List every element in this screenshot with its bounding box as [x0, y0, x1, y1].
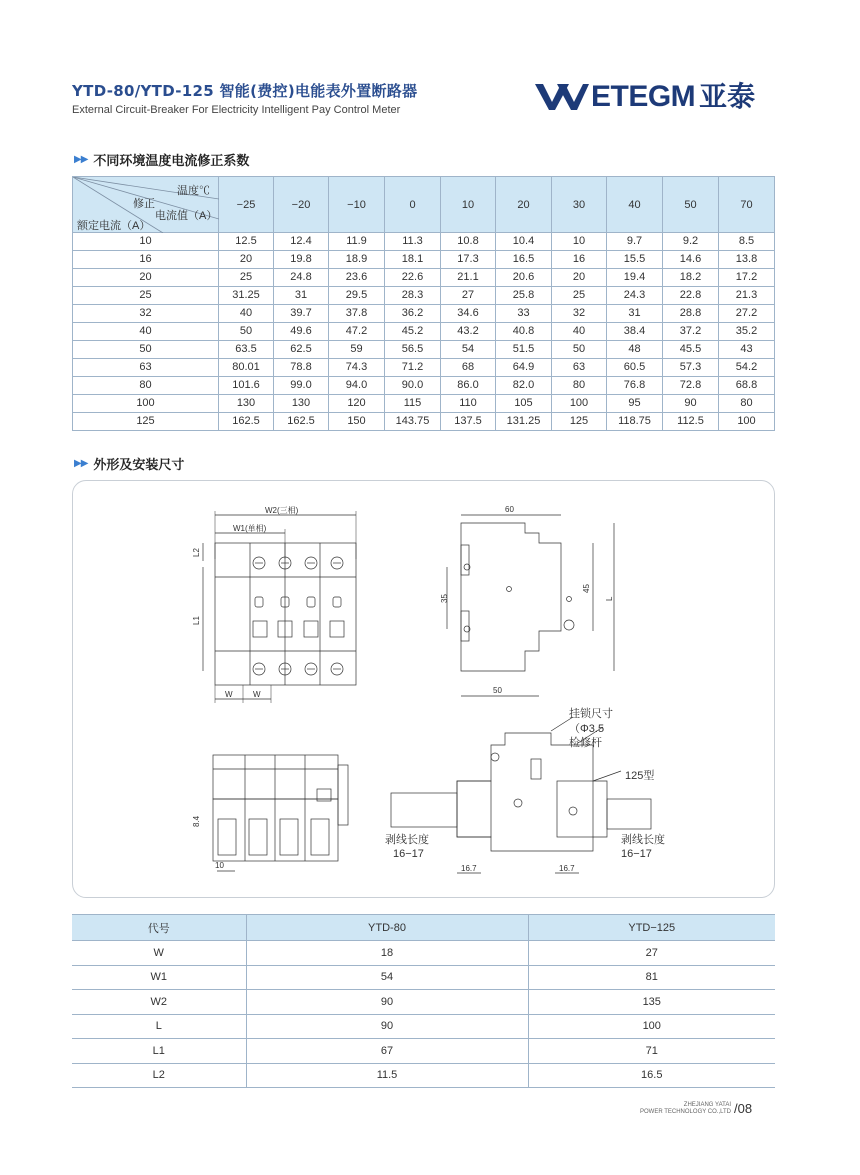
coef-table-row — [73, 251, 775, 269]
coef-value-cell: 60.5 — [607, 359, 663, 377]
coef-table-row — [73, 377, 775, 395]
coef-table-body — [73, 233, 775, 431]
coef-value-cell: 64.9 — [496, 359, 552, 377]
coef-value-cell: 23.6 — [329, 269, 385, 287]
coef-table-row — [73, 341, 775, 359]
coef-value-cell: 25.8 — [496, 287, 552, 305]
dim-value-cell: 90 — [246, 1014, 528, 1039]
section-heading-dimensions-text: 外形及安装尺寸 — [93, 458, 185, 473]
footer-company-line1: ZHEJIANG YATAI — [683, 1102, 732, 1108]
coef-value-cell: 63.5 — [219, 341, 274, 359]
dim-table-row — [72, 965, 775, 990]
dim-code-cell: W — [72, 941, 246, 966]
corner-correction-label: 修正 — [133, 198, 155, 210]
front-view-drawing — [192, 505, 356, 703]
page-number: /08 — [734, 1101, 753, 1116]
coef-value-cell: 13.8 — [719, 251, 775, 269]
coef-value-cell: 100 — [552, 395, 607, 413]
rated-current-cell: 125 — [73, 413, 219, 431]
coef-corner-cell — [73, 177, 219, 233]
dim-value-cell: 54 — [246, 965, 528, 990]
dim-table-row — [72, 1014, 775, 1039]
coef-value-cell: 20.6 — [496, 269, 552, 287]
label-lock-size: 挂锁尺寸 — [569, 708, 613, 720]
coef-value-cell: 82.0 — [496, 377, 552, 395]
temp-header: 10 — [441, 177, 496, 233]
dim-table-row — [72, 941, 775, 966]
coef-value-cell: 137.5 — [441, 413, 496, 431]
dim-table-row — [72, 990, 775, 1015]
coef-value-cell: 125 — [552, 413, 607, 431]
coef-value-cell: 71.2 — [385, 359, 441, 377]
coef-header-row — [73, 177, 775, 233]
dim-code-cell: L1 — [72, 1039, 246, 1064]
dim-value-cell: 90 — [246, 990, 528, 1015]
dimensions-table — [72, 914, 775, 1088]
rated-current-cell: 32 — [73, 305, 219, 323]
terminal-screws-top — [253, 557, 343, 569]
label-lock-phi: （Φ3.5 — [569, 723, 605, 735]
dim-header-row — [72, 915, 775, 941]
coef-value-cell: 31 — [607, 305, 663, 323]
coef-value-cell: 17.3 — [441, 251, 496, 269]
label-l1: L1 — [192, 616, 201, 625]
coef-value-cell: 19.8 — [274, 251, 329, 269]
terminal-view-drawing — [192, 755, 348, 871]
coef-value-cell: 101.6 — [219, 377, 274, 395]
coef-value-cell: 40 — [219, 305, 274, 323]
coef-value-cell: 80.01 — [219, 359, 274, 377]
label-w2: W2(三相) — [265, 506, 299, 515]
rated-current-cell: 16 — [73, 251, 219, 269]
brand-logo-cn: 亚泰 — [699, 80, 756, 113]
double-arrow-icon: ▶▶ — [74, 154, 88, 165]
coef-value-cell: 38.4 — [607, 323, 663, 341]
coef-value-cell: 10.4 — [496, 233, 552, 251]
coef-value-cell: 32 — [552, 305, 607, 323]
label-16-7-right: 16.7 — [559, 864, 575, 873]
dim-value-cell: 67 — [246, 1039, 528, 1064]
coef-value-cell: 43.2 — [441, 323, 496, 341]
coef-value-cell: 31.25 — [219, 287, 274, 305]
coef-value-cell: 130 — [274, 395, 329, 413]
dim-header-ytd80: YTD-80 — [246, 915, 528, 941]
brand-logo — [535, 80, 756, 113]
dim-code-cell: W2 — [72, 990, 246, 1015]
dim-value-cell: 16.5 — [528, 1063, 775, 1088]
coef-value-cell: 76.8 — [607, 377, 663, 395]
coef-value-cell: 57.3 — [663, 359, 719, 377]
label-8-4: 8.4 — [192, 815, 201, 827]
coef-value-cell: 78.8 — [274, 359, 329, 377]
coef-value-cell: 20 — [219, 251, 274, 269]
coef-value-cell: 90 — [663, 395, 719, 413]
coef-value-cell: 40.8 — [496, 323, 552, 341]
coef-value-cell: 120 — [329, 395, 385, 413]
dim-table-row — [72, 1063, 775, 1088]
label-w1: W1(单相) — [233, 524, 267, 533]
rated-current-cell: 63 — [73, 359, 219, 377]
coef-value-cell: 94.0 — [329, 377, 385, 395]
coef-value-cell: 62.5 — [274, 341, 329, 359]
dim-header-ytd125: YTD−125 — [528, 915, 775, 941]
coef-value-cell: 99.0 — [274, 377, 329, 395]
temp-header: 30 — [552, 177, 607, 233]
rated-current-cell: 25 — [73, 287, 219, 305]
coef-value-cell: 80 — [552, 377, 607, 395]
dim-code-cell: W1 — [72, 965, 246, 990]
coef-value-cell: 162.5 — [274, 413, 329, 431]
label-w-right: W — [253, 690, 261, 699]
temp-header: −25 — [219, 177, 274, 233]
rated-current-cell: 20 — [73, 269, 219, 287]
coef-value-cell: 45.5 — [663, 341, 719, 359]
side-view-drawing — [440, 505, 614, 696]
coef-value-cell: 12.4 — [274, 233, 329, 251]
corner-temp-label: 温度℃ — [177, 185, 210, 197]
coef-value-cell: 20 — [552, 269, 607, 287]
footer-company — [640, 1102, 731, 1116]
double-arrow-icon: ▶▶ — [74, 458, 88, 469]
temp-header: −20 — [274, 177, 329, 233]
coef-table-row — [73, 323, 775, 341]
temp-header: −10 — [329, 177, 385, 233]
coef-value-cell: 63 — [552, 359, 607, 377]
coef-value-cell: 10.8 — [441, 233, 496, 251]
coef-value-cell: 37.2 — [663, 323, 719, 341]
coef-value-cell: 143.75 — [385, 413, 441, 431]
rated-current-cell: 10 — [73, 233, 219, 251]
label-strip-range-right: 16−17 — [621, 848, 652, 860]
label-inspection-rod: 检修杆 — [569, 737, 602, 749]
label-l: L — [605, 596, 614, 601]
coef-value-cell: 43 — [719, 341, 775, 359]
coef-value-cell: 36.2 — [385, 305, 441, 323]
label-strip-range-left: 16−17 — [393, 848, 424, 860]
coef-value-cell: 54 — [441, 341, 496, 359]
coef-value-cell: 45.2 — [385, 323, 441, 341]
page-subtitle: External Circuit-Breaker For Electricity Intelligent Pay Control Meter — [72, 104, 401, 116]
label-35: 35 — [440, 594, 449, 603]
coef-value-cell: 130 — [219, 395, 274, 413]
coef-value-cell: 9.2 — [663, 233, 719, 251]
coef-value-cell: 11.3 — [385, 233, 441, 251]
coef-value-cell: 28.3 — [385, 287, 441, 305]
dim-value-cell: 81 — [528, 965, 775, 990]
coef-value-cell: 47.2 — [329, 323, 385, 341]
corner-rated-label: 额定电流（A） — [77, 220, 151, 232]
coef-value-cell: 150 — [329, 413, 385, 431]
coef-value-cell: 50 — [552, 341, 607, 359]
coef-table-row — [73, 287, 775, 305]
coef-value-cell: 51.5 — [496, 341, 552, 359]
coef-value-cell: 105 — [496, 395, 552, 413]
coef-value-cell: 27.2 — [719, 305, 775, 323]
coef-value-cell: 18.1 — [385, 251, 441, 269]
coef-value-cell: 74.3 — [329, 359, 385, 377]
dim-code-cell: L — [72, 1014, 246, 1039]
coef-value-cell: 39.7 — [274, 305, 329, 323]
label-strip-length-left: 剥线长度 — [385, 834, 429, 846]
coef-value-cell: 31 — [274, 287, 329, 305]
coef-value-cell: 21.1 — [441, 269, 496, 287]
coef-value-cell: 9.7 — [607, 233, 663, 251]
coef-value-cell: 27 — [441, 287, 496, 305]
dim-table-body — [72, 941, 775, 1088]
rated-current-cell: 80 — [73, 377, 219, 395]
coef-value-cell: 118.75 — [607, 413, 663, 431]
coef-value-cell: 95 — [607, 395, 663, 413]
coef-value-cell: 29.5 — [329, 287, 385, 305]
coef-value-cell: 131.25 — [496, 413, 552, 431]
dim-code-cell: L2 — [72, 1063, 246, 1088]
coef-value-cell: 100 — [719, 413, 775, 431]
coef-value-cell: 50 — [219, 323, 274, 341]
dim-value-cell: 100 — [528, 1014, 775, 1039]
brand-logo-mark-icon — [535, 84, 589, 110]
dim-header-code: 代号 — [72, 915, 246, 941]
coef-value-cell: 56.5 — [385, 341, 441, 359]
label-16-7-left: 16.7 — [461, 864, 477, 873]
coef-value-cell: 22.6 — [385, 269, 441, 287]
label-50: 50 — [493, 686, 502, 695]
dim-table-row — [72, 1039, 775, 1064]
coef-value-cell: 12.5 — [219, 233, 274, 251]
coef-value-cell: 24.3 — [607, 287, 663, 305]
coef-value-cell: 10 — [552, 233, 607, 251]
coef-value-cell: 21.3 — [719, 287, 775, 305]
brand-logo-latin: ETEGM — [591, 80, 696, 113]
coef-table-row — [73, 413, 775, 431]
coef-value-cell: 34.6 — [441, 305, 496, 323]
coef-value-cell: 37.8 — [329, 305, 385, 323]
coef-table-row — [73, 305, 775, 323]
coef-value-cell: 49.6 — [274, 323, 329, 341]
coef-value-cell: 48 — [607, 341, 663, 359]
label-l2: L2 — [192, 548, 201, 557]
page-footer — [640, 1102, 752, 1116]
coef-value-cell: 72.8 — [663, 377, 719, 395]
technical-drawings — [73, 481, 776, 899]
correction-coefficient-table — [72, 176, 775, 431]
coef-table-row — [73, 269, 775, 287]
label-45: 45 — [582, 584, 591, 593]
coef-value-cell: 14.6 — [663, 251, 719, 269]
temp-header: 20 — [496, 177, 552, 233]
temp-header: 50 — [663, 177, 719, 233]
coef-table-row — [73, 233, 775, 251]
coef-value-cell: 16.5 — [496, 251, 552, 269]
dim-value-cell: 71 — [528, 1039, 775, 1064]
dim-value-cell: 11.5 — [246, 1063, 528, 1088]
rated-current-cell: 50 — [73, 341, 219, 359]
coef-value-cell: 115 — [385, 395, 441, 413]
coef-value-cell: 25 — [219, 269, 274, 287]
coef-value-cell: 18.2 — [663, 269, 719, 287]
temp-header: 40 — [607, 177, 663, 233]
coef-value-cell: 22.8 — [663, 287, 719, 305]
coef-value-cell: 110 — [441, 395, 496, 413]
dim-value-cell: 135 — [528, 990, 775, 1015]
coef-value-cell: 40 — [552, 323, 607, 341]
coef-value-cell: 86.0 — [441, 377, 496, 395]
coef-value-cell: 162.5 — [219, 413, 274, 431]
dim-value-cell: 18 — [246, 941, 528, 966]
corner-current-label: 电流值（A） — [155, 210, 218, 222]
dim-value-cell: 27 — [528, 941, 775, 966]
section-view-drawing — [385, 706, 665, 873]
section-heading-coefficients — [74, 150, 249, 169]
footer-company-line2: POWER TECHNOLOGY CO.,LTD — [640, 1109, 732, 1115]
coef-value-cell: 19.4 — [607, 269, 663, 287]
rated-current-cell: 40 — [73, 323, 219, 341]
coef-value-cell: 59 — [329, 341, 385, 359]
coef-value-cell: 24.8 — [274, 269, 329, 287]
section-heading-dimensions — [74, 454, 184, 473]
label-strip-length-right: 剥线长度 — [621, 834, 665, 846]
coef-value-cell: 25 — [552, 287, 607, 305]
coef-value-cell: 112.5 — [663, 413, 719, 431]
temp-header: 70 — [719, 177, 775, 233]
label-w-left: W — [225, 690, 233, 699]
section-heading-coefficients-text: 不同环境温度电流修正系数 — [93, 154, 250, 169]
coef-value-cell: 15.5 — [607, 251, 663, 269]
coef-table-row — [73, 359, 775, 377]
coef-value-cell: 11.9 — [329, 233, 385, 251]
label-60: 60 — [505, 505, 514, 514]
coef-value-cell: 80 — [719, 395, 775, 413]
label-10: 10 — [215, 861, 224, 870]
coef-value-cell: 35.2 — [719, 323, 775, 341]
coef-value-cell: 16 — [552, 251, 607, 269]
temp-header: 0 — [385, 177, 441, 233]
coef-value-cell: 54.2 — [719, 359, 775, 377]
coef-value-cell: 28.8 — [663, 305, 719, 323]
label-type-125: 125型 — [625, 770, 655, 782]
coef-value-cell: 68 — [441, 359, 496, 377]
coef-value-cell: 33 — [496, 305, 552, 323]
coef-value-cell: 17.2 — [719, 269, 775, 287]
terminal-screws-bottom — [253, 663, 343, 675]
coef-value-cell: 90.0 — [385, 377, 441, 395]
dimension-drawings-panel — [72, 480, 775, 898]
coef-value-cell: 8.5 — [719, 233, 775, 251]
coef-table-row — [73, 395, 775, 413]
rated-current-cell: 100 — [73, 395, 219, 413]
page-title: YTD-80/YTD-125 智能(费控)电能表外置断路器 — [72, 82, 418, 100]
coef-value-cell: 18.9 — [329, 251, 385, 269]
coef-value-cell: 68.8 — [719, 377, 775, 395]
